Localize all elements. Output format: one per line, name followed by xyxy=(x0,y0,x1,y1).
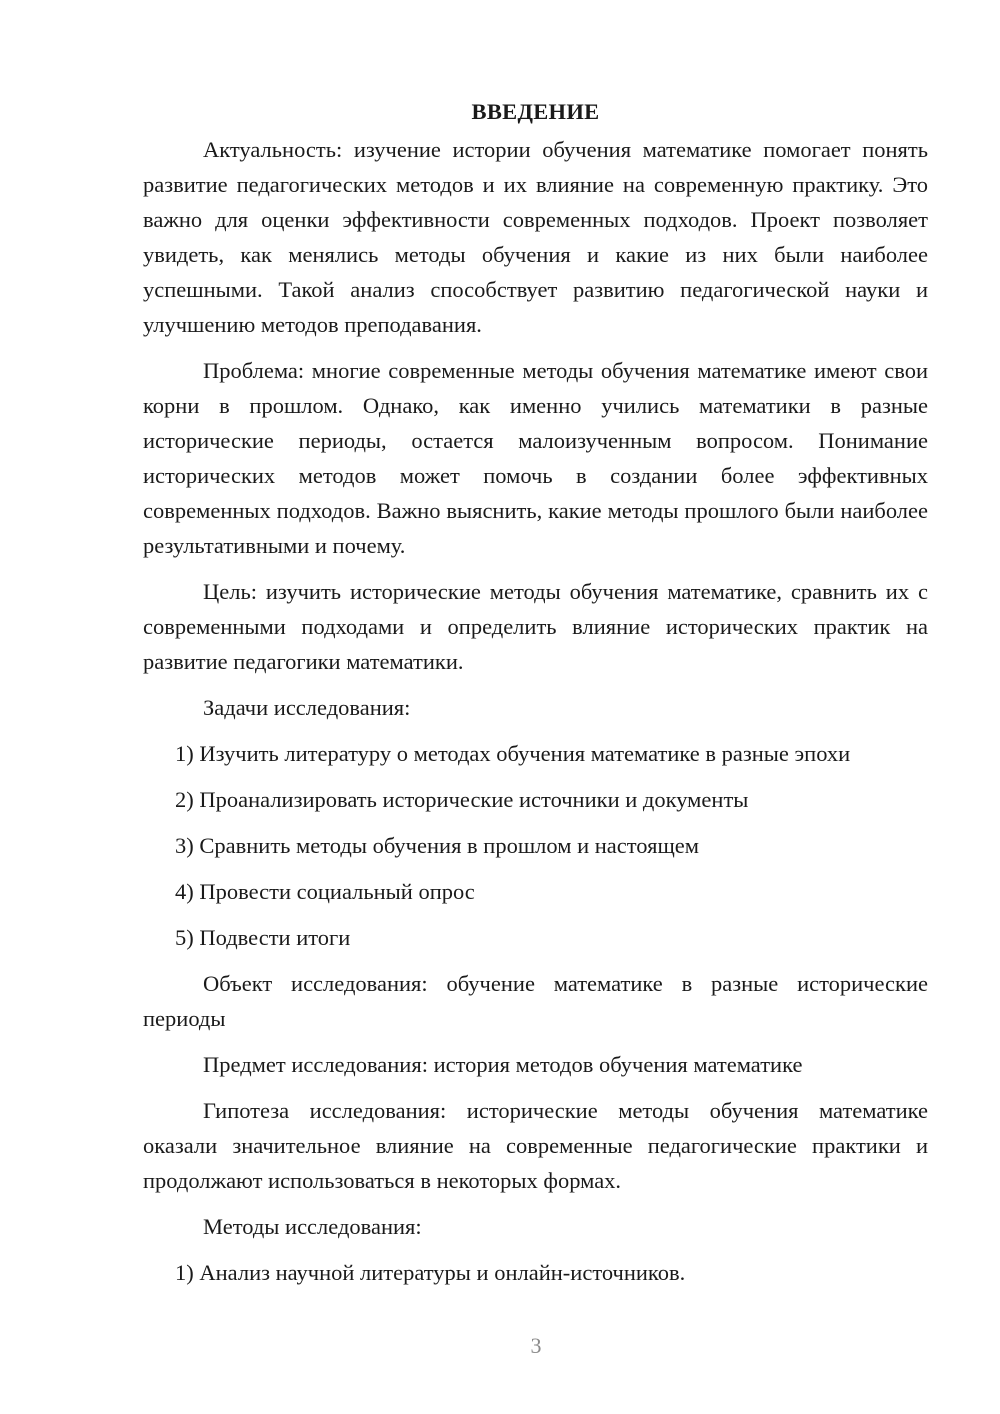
goal-paragraph: Цель: изучить исторические методы обучения математике, сравнить их с современными подходами и определить влияние исторических практик на развитие педагогики математики. xyxy=(143,579,928,674)
page-content xyxy=(143,96,928,1301)
method-item: 1) Анализ научной литературы и онлайн-источников. xyxy=(175,1260,686,1285)
relevance-paragraph: Актуальность: изучение истории обучения математике помогает понять развитие педагогических методов и их влияние на современную практику. Это важно для оценки эффективности современных подходов. Проект позволяет увидеть, как менялись методы обучения и какие из них были наиболее успешными. Такой анализ способствует развитию педагогической науки и улучшению методов преподавания. xyxy=(143,137,928,337)
methods-list xyxy=(143,1255,928,1290)
section-heading: ВВЕДЕНИЕ xyxy=(471,99,600,124)
page-number: 3 xyxy=(530,1333,542,1358)
hypothesis-paragraph: Гипотеза исследования: исторические методы обучения математике оказали значительное влияние на современные педагогические практики и продолжают использоваться в некоторых формах. xyxy=(143,1098,928,1193)
task-item: 4) Провести социальный опрос xyxy=(175,879,475,904)
object-paragraph: Объект исследования: обучение математике в разные исторические периоды xyxy=(143,971,928,1031)
task-item: 5) Подвести итоги xyxy=(175,925,351,950)
tasks-list xyxy=(143,736,928,955)
tasks-title: Задачи исследования: xyxy=(203,695,411,720)
methods-title: Методы исследования: xyxy=(203,1214,422,1239)
problem-paragraph: Проблема: многие современные методы обучения математике имеют свои корни в прошлом. Однако, как именно учились математики в разные исторические периоды, остается малоизученным вопросом. Понимание исторических методов может помочь в создании более эффективных современных подходов. Важно выяснить, какие методы прошлого были наиболее результативными и почему. xyxy=(143,358,928,558)
task-item: 2) Проанализировать исторические источники и документы xyxy=(175,787,749,812)
task-item: 3) Сравнить методы обучения в прошлом и настоящем xyxy=(175,833,700,858)
task-item: 1) Изучить литературу о методах обучения математике в разные эпохи xyxy=(175,741,851,766)
subject-paragraph: Предмет исследования: история методов обучения математике xyxy=(203,1052,803,1077)
